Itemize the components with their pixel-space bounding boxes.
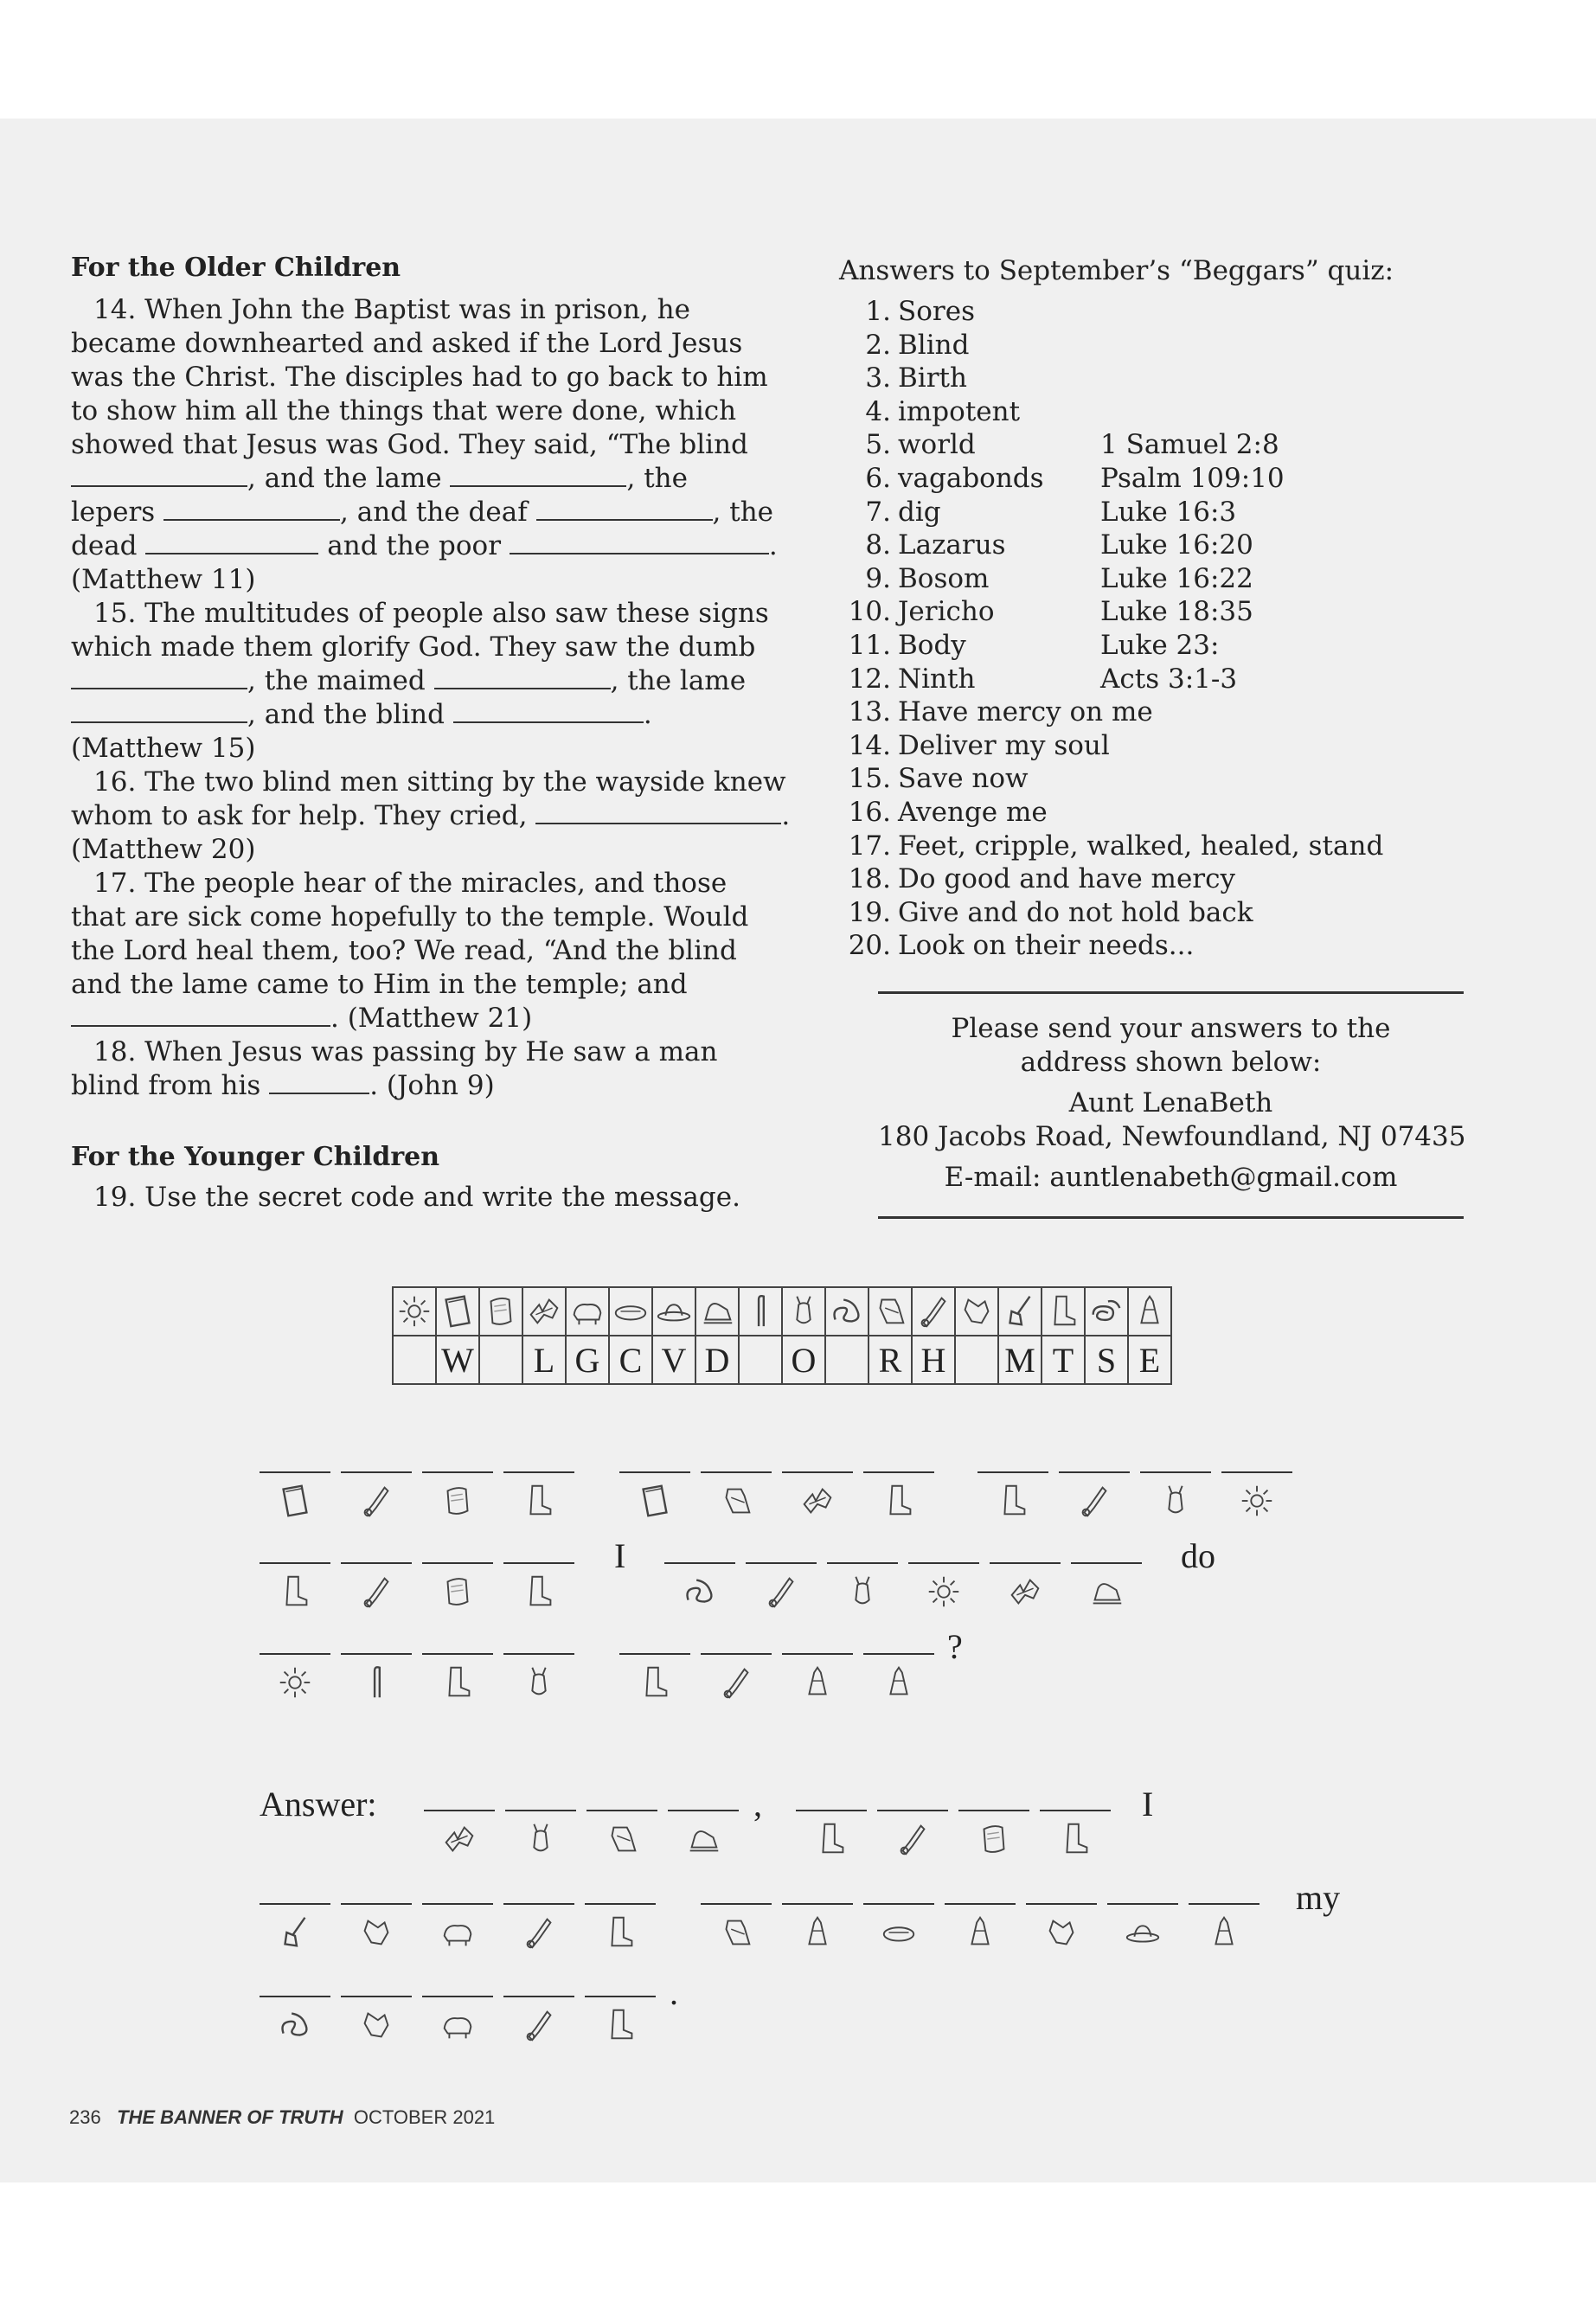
lamb-icon xyxy=(683,1817,723,1862)
page-number: 236 xyxy=(69,2106,101,2128)
book-icon xyxy=(275,1478,315,1523)
donkey-icon xyxy=(1156,1478,1195,1523)
answer-text: Ninth xyxy=(898,663,976,695)
answer-blank xyxy=(782,1471,853,1473)
answer-blank xyxy=(422,1471,493,1473)
answer-blank xyxy=(341,1471,412,1473)
answer-blank xyxy=(1026,1903,1097,1905)
answer-blank xyxy=(585,1996,656,1997)
answer-blank xyxy=(958,1810,1029,1811)
snake-icon xyxy=(275,2003,315,2048)
answer-number: 10. xyxy=(848,596,891,628)
scroll-icon xyxy=(438,1569,478,1614)
page-footer xyxy=(69,2106,495,2129)
shovel-icon xyxy=(356,1569,396,1614)
answer-reference: Luke 16:3 xyxy=(1100,496,1237,528)
sun-icon xyxy=(1237,1478,1277,1523)
answer-blank xyxy=(863,1903,934,1905)
bell-icon xyxy=(879,1660,919,1705)
answer-blank xyxy=(585,1903,656,1905)
answer-blank xyxy=(341,1996,412,1997)
answer-blank xyxy=(1059,1471,1130,1473)
answer-blank xyxy=(503,1653,574,1655)
answer-number: 16. xyxy=(848,796,891,828)
boot-icon xyxy=(275,1569,315,1614)
issue-date: OCTOBER 2021 xyxy=(353,2106,496,2128)
answer-blank xyxy=(422,1653,493,1655)
staff-icon xyxy=(356,1660,396,1705)
code-letter: G xyxy=(566,1336,609,1384)
answer-text: Look on their needs... xyxy=(898,930,1195,962)
answer-blank xyxy=(908,1562,979,1564)
bell-icon xyxy=(960,1910,1000,1955)
answer-text: dig xyxy=(898,496,941,528)
answer-blank xyxy=(260,1903,330,1905)
hand-icon xyxy=(1042,1910,1081,1955)
question-15: 15. The multitudes of people also saw these signs which made them glorify God. They saw the dumb , the maimed , the lame , and the blind . (Matthew 15) xyxy=(71,598,769,764)
question-mark: ? xyxy=(947,1627,963,1666)
answer-blank xyxy=(260,1996,330,1997)
answers-title: Answers to September’s “Beggars” quiz: xyxy=(839,255,1394,286)
answer-word-i: I xyxy=(1142,1785,1154,1823)
magazine-title: THE BANNER OF TRUTH xyxy=(117,2106,343,2128)
shovel-icon xyxy=(761,1569,801,1614)
boot-icon xyxy=(879,1478,919,1523)
answer-period: . xyxy=(670,1973,678,2012)
answer-blank xyxy=(260,1653,330,1655)
book-icon xyxy=(635,1478,675,1523)
younger-heading: For the Younger Children xyxy=(71,1142,440,1172)
answer-blank xyxy=(782,1653,853,1655)
answer-reference: Luke 23: xyxy=(1100,629,1220,661)
answer-number: 13. xyxy=(848,696,891,728)
answer-blank xyxy=(1040,1810,1111,1811)
code-letter: R xyxy=(869,1336,912,1384)
sheep-icon xyxy=(438,2003,478,2048)
answer-text: Jericho xyxy=(898,596,995,628)
sheep-icon xyxy=(438,1910,478,1955)
answer-blank xyxy=(990,1562,1061,1564)
answer-text: Feet, cripple, walked, healed, stand xyxy=(898,830,1384,862)
answer-text: Lazarus xyxy=(898,529,1006,561)
donkey-icon xyxy=(843,1569,882,1614)
answer-blank xyxy=(619,1471,690,1473)
question-16: 16. The two blind men sitting by the wayside knew whom to ask for help. They cried, . (Matthew 20) xyxy=(71,766,791,865)
boot-icon xyxy=(811,1817,851,1862)
answer-blank xyxy=(1189,1903,1259,1905)
answer-text: Have mercy on me xyxy=(898,696,1153,728)
question-18: 18. When Jesus was passing by He saw a man blind from his . (John 9) xyxy=(71,1036,718,1101)
answer-blank xyxy=(863,1653,934,1655)
answer-text: Bosom xyxy=(898,562,990,594)
answer-blank xyxy=(424,1810,495,1811)
answer-word-my: my xyxy=(1296,1878,1341,1917)
shovel-icon xyxy=(356,1478,396,1523)
boot-icon xyxy=(519,1569,559,1614)
answer-blank xyxy=(586,1810,657,1811)
answer-number: 1. xyxy=(865,296,891,327)
code-letter: W xyxy=(436,1336,479,1384)
answer-blank xyxy=(701,1903,772,1905)
code-letter: L xyxy=(522,1336,566,1384)
answer-number: 5. xyxy=(865,429,891,461)
answer-blank xyxy=(503,1903,574,1905)
answer-blank xyxy=(422,1996,493,1997)
hand-icon xyxy=(356,1910,396,1955)
answer-number: 12. xyxy=(848,663,891,695)
shovel-icon xyxy=(519,2003,559,2048)
answer-reference: 1 Samuel 2:8 xyxy=(1100,429,1279,461)
boot-icon xyxy=(635,1660,675,1705)
boot-icon xyxy=(438,1660,478,1705)
jar-icon xyxy=(716,1478,756,1523)
answer-blank xyxy=(977,1471,1048,1473)
birds-icon xyxy=(439,1817,479,1862)
answer-number: 9. xyxy=(865,562,891,594)
answer-blank xyxy=(1107,1903,1178,1905)
answer-number: 8. xyxy=(865,529,891,561)
answer-blank xyxy=(260,1471,330,1473)
answer-number: 2. xyxy=(865,329,891,361)
jar-icon xyxy=(716,1910,756,1955)
donkey-icon xyxy=(519,1660,559,1705)
answer-number: 3. xyxy=(865,362,891,394)
answer-blank xyxy=(664,1562,735,1564)
hat-icon xyxy=(1123,1910,1163,1955)
boot-icon xyxy=(1055,1817,1095,1862)
scroll-icon xyxy=(438,1478,478,1523)
question-17: 17. The people hear of the miracles, and those that are sick come hopefully to the temple. Would the Lord heal them, too? We read, “And the blind and the lame came to Him in the temple; and . (Matthew 21) xyxy=(71,868,749,1034)
answer-reference: Luke 16:22 xyxy=(1100,562,1253,594)
answer-blank xyxy=(701,1653,772,1655)
code-letter: O xyxy=(782,1336,825,1384)
answer-blank xyxy=(341,1903,412,1905)
bell-icon xyxy=(798,1910,837,1955)
birds-icon xyxy=(798,1478,837,1523)
answer-text: Birth xyxy=(898,362,967,394)
answer-text: vagabonds xyxy=(898,462,1044,494)
snake-icon xyxy=(680,1569,720,1614)
answer-reference: Acts 3:1-3 xyxy=(1100,663,1238,695)
code-letter: C xyxy=(609,1336,652,1384)
jar-icon xyxy=(602,1817,642,1862)
answer-text: impotent xyxy=(898,395,1021,427)
broom-icon xyxy=(275,1910,315,1955)
donkey-icon xyxy=(521,1817,561,1862)
sun-icon xyxy=(924,1569,964,1614)
contact-box: Please send your answers to the address shown below: Aunt LenaBeth 180 Jacobs Road, Newfoundland, NJ 07435 E-mail: auntlenabeth@gmail.com xyxy=(878,1013,1466,1193)
sun-icon xyxy=(275,1660,315,1705)
code-letter: H xyxy=(912,1336,955,1384)
shovel-icon xyxy=(519,1910,559,1955)
question-19: 19. Use the secret code and write the message. xyxy=(93,1182,740,1213)
answer-blank xyxy=(1140,1471,1211,1473)
shovel-icon xyxy=(716,1660,756,1705)
code-letter: M xyxy=(998,1336,1042,1384)
answer-number: 20. xyxy=(848,930,891,962)
answer-blank xyxy=(827,1562,898,1564)
answer-text: Sores xyxy=(898,296,975,327)
answer-number: 17. xyxy=(848,830,891,862)
answer-blank xyxy=(863,1471,934,1473)
code-letter: S xyxy=(1085,1336,1128,1384)
answer-blank xyxy=(260,1562,330,1564)
answer-text: Body xyxy=(898,629,966,661)
answer-blank xyxy=(341,1653,412,1655)
answer-blank xyxy=(422,1562,493,1564)
boot-icon xyxy=(519,1478,559,1523)
lamb-icon xyxy=(1086,1569,1126,1614)
code-letter: T xyxy=(1042,1336,1085,1384)
hand-icon xyxy=(356,2003,396,2048)
answer-text: Deliver my soul xyxy=(898,729,1110,761)
loaf-icon xyxy=(879,1910,919,1955)
answer-text: Save now xyxy=(898,763,1029,795)
answer-number: 18. xyxy=(848,863,891,895)
answer-blank xyxy=(1071,1562,1142,1564)
answer-text: Give and do not hold back xyxy=(898,896,1253,928)
answer-number: 15. xyxy=(848,763,891,795)
older-heading: For the Older Children xyxy=(71,253,401,283)
contact-email: E-mail: auntlenabeth@gmail.com xyxy=(944,1162,1398,1193)
answer-comma: , xyxy=(753,1785,762,1823)
boot-icon xyxy=(600,1910,640,1955)
answer-reference: Psalm 109:10 xyxy=(1100,462,1285,494)
answer-blank xyxy=(668,1810,739,1811)
answer-blank xyxy=(945,1903,1016,1905)
question-14: 14. When John the Baptist was in prison, he became downhearted and asked if the Lord Jesus was the Christ. The disciples had to go back to him to show him all the things that were done, which showed that Jesus was God. They said, “The blind , and the lame , the lepers , and the deaf , the dead and the poor . (Matthew 11) xyxy=(71,294,778,595)
answer-blank xyxy=(746,1562,817,1564)
answer-blank xyxy=(701,1471,772,1473)
answer-blank xyxy=(1221,1471,1292,1473)
answer-number: 19. xyxy=(848,896,891,928)
answer-blank xyxy=(422,1903,493,1905)
code-letter: D xyxy=(695,1336,739,1384)
answer-blank xyxy=(877,1810,948,1811)
shovel-icon xyxy=(1074,1478,1114,1523)
answer-label: Answer: xyxy=(260,1785,377,1823)
answer-blank xyxy=(341,1562,412,1564)
answer-text: Avenge me xyxy=(898,796,1048,828)
answer-number: 4. xyxy=(865,395,891,427)
answer-reference: Luke 18:35 xyxy=(1100,596,1253,628)
word-do: do xyxy=(1181,1536,1215,1575)
birds-icon xyxy=(1005,1569,1045,1614)
answer-blank xyxy=(505,1810,576,1811)
answer-reference: Luke 16:20 xyxy=(1100,529,1253,561)
answer-number: 6. xyxy=(865,462,891,494)
answer-number: 14. xyxy=(848,729,891,761)
answer-blank xyxy=(782,1903,853,1905)
scroll-icon xyxy=(974,1817,1014,1862)
answer-text: Blind xyxy=(898,329,970,361)
answer-blank xyxy=(503,1562,574,1564)
boot-icon xyxy=(600,2003,640,2048)
answer-blank xyxy=(619,1653,690,1655)
answer-text: Do good and have mercy xyxy=(898,863,1235,895)
code-letter: V xyxy=(652,1336,695,1384)
answer-blank xyxy=(503,1471,574,1473)
answer-blank xyxy=(796,1810,867,1811)
answer-text: world xyxy=(898,429,976,461)
code-letter: E xyxy=(1128,1336,1171,1384)
answer-blank xyxy=(503,1996,574,1997)
word-i: I xyxy=(614,1536,626,1575)
answer-number: 7. xyxy=(865,496,891,528)
shovel-icon xyxy=(893,1817,933,1862)
boot-icon xyxy=(993,1478,1033,1523)
bell-icon xyxy=(1204,1910,1244,1955)
bell-icon xyxy=(798,1660,837,1705)
answer-number: 11. xyxy=(848,629,891,661)
